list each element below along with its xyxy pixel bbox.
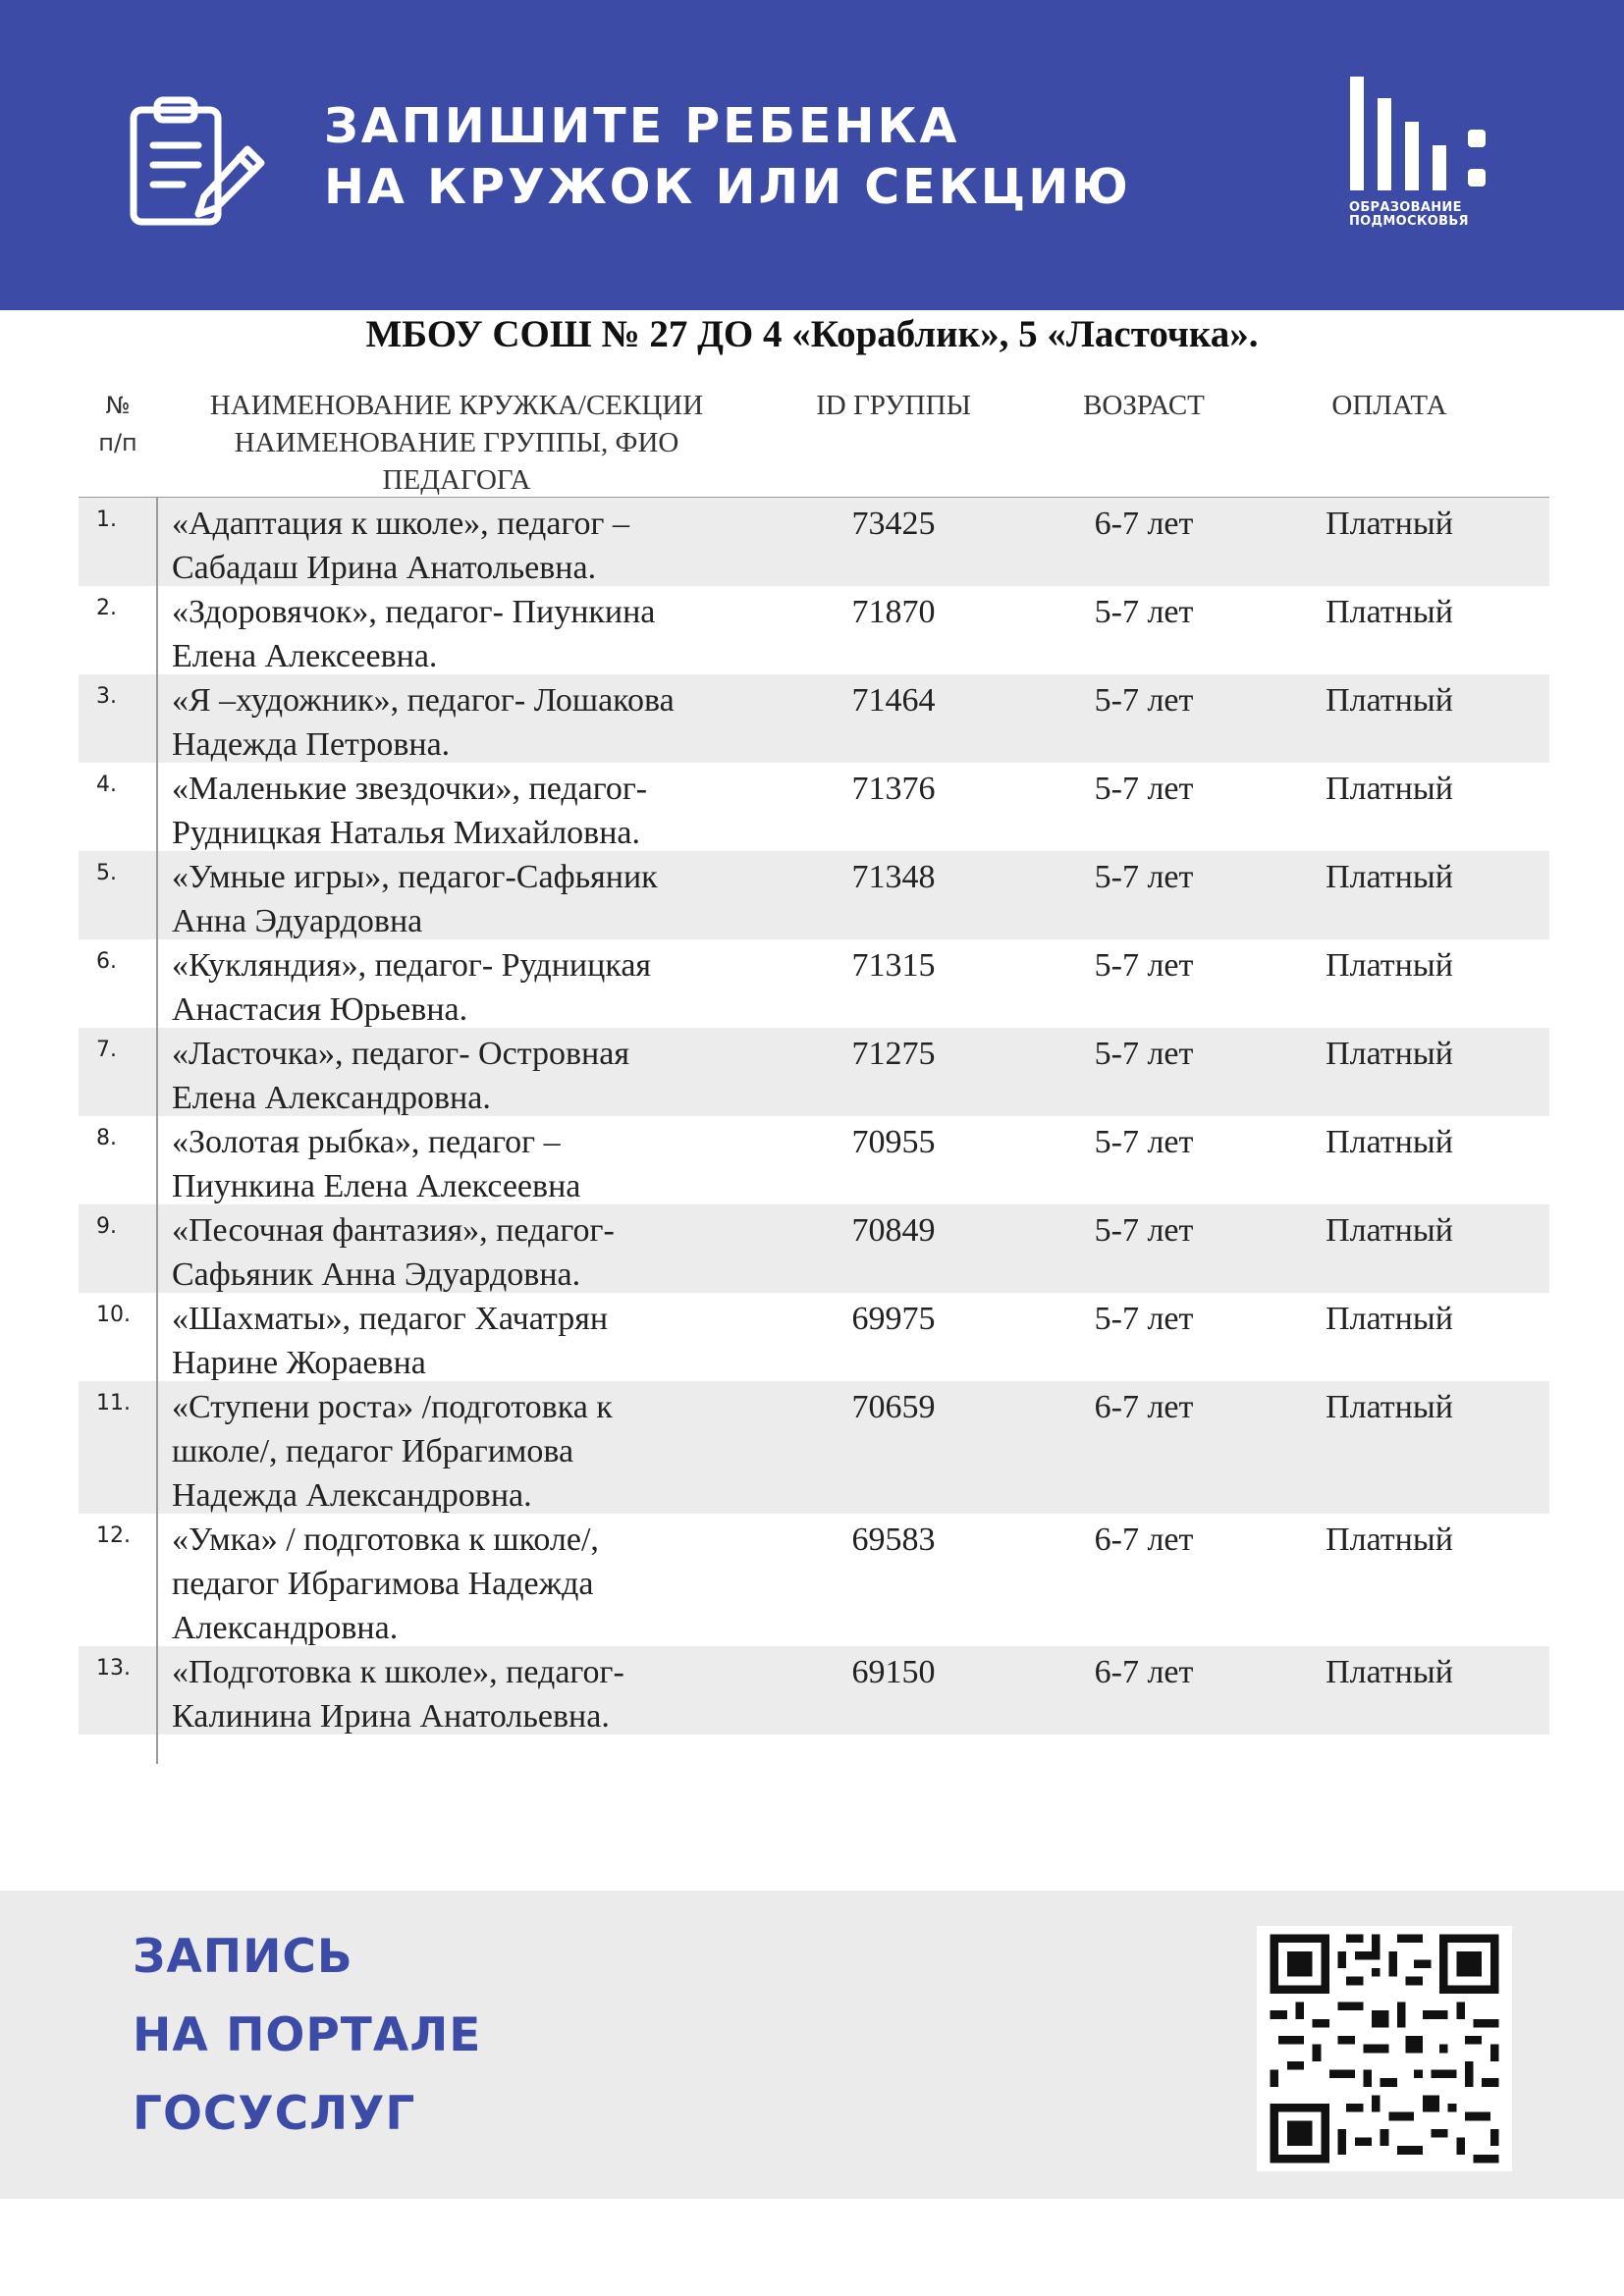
row-age: 6-7 лет: [1094, 1389, 1194, 1425]
table-row: [79, 1293, 1549, 1381]
footer-cta-line-1: ЗАПИСЬ: [133, 1930, 353, 1984]
logo-caption: [1349, 201, 1469, 229]
row-club-name: [172, 502, 781, 590]
row-club-name: [172, 678, 781, 767]
table-row: [79, 1204, 1549, 1293]
header-name-line-2: НАИМЕНОВАНИЕ ГРУППЫ, ФИО: [234, 427, 679, 458]
row-group-id: 69150: [851, 1654, 936, 1690]
row-club-line-1: «Умные игры», педагог-Сафьяник: [172, 859, 658, 895]
logo-caption-line-1: ОБРАЗОВАНИЕ: [1349, 200, 1462, 215]
row-club-name: [172, 1120, 781, 1208]
row-club-line-2: Надежда Петровна.: [172, 726, 451, 763]
header-age: ВОЗРАСТ: [1083, 390, 1205, 421]
row-club-name: [172, 943, 781, 1032]
row-number: 8.: [96, 1126, 117, 1150]
clipboard-pencil-icon: [128, 96, 267, 230]
row-club-line-2: Рудницкая Наталья Михайловна.: [172, 815, 640, 851]
row-club-name: [172, 1385, 781, 1518]
row-club-line-2: Сабадаш Ирина Анатольевна.: [172, 550, 597, 586]
row-age: 5-7 лет: [1094, 1212, 1194, 1249]
row-club-line-2: Калинина Ирина Анатольевна.: [172, 1698, 610, 1735]
row-age: 5-7 лет: [1094, 594, 1194, 630]
table-row: [79, 763, 1549, 851]
header-name-line-1: НАИМЕНОВАНИЕ КРУЖКА/СЕКЦИИ: [209, 390, 704, 421]
row-club-name: [172, 1650, 781, 1738]
row-club-line-2: Сафьяник Анна Эдуардовна.: [172, 1256, 581, 1293]
row-club-line-2: Елена Алексеевна.: [172, 638, 438, 674]
table-row: [79, 1028, 1549, 1116]
row-payment: Платный: [1326, 771, 1453, 807]
row-group-id: 70849: [851, 1212, 936, 1249]
row-age: 6-7 лет: [1094, 1654, 1194, 1690]
row-club-name: [172, 1032, 781, 1120]
row-club-line-2: Анастасия Юрьевна.: [172, 991, 468, 1028]
row-group-id: 71275: [851, 1036, 936, 1072]
row-payment: Платный: [1326, 947, 1453, 984]
row-age: 5-7 лет: [1094, 682, 1194, 719]
table-row: [79, 939, 1549, 1028]
clubs-table: [79, 383, 1549, 1735]
row-group-id: 69975: [851, 1301, 936, 1337]
row-payment: Платный: [1326, 1389, 1453, 1425]
row-club-line-2: педагог Ибрагимова Надежда: [172, 1566, 594, 1602]
logo-caption-line-2: ПОДМОСКОВЬЯ: [1349, 214, 1469, 229]
row-club-line-1: «Я –художник», педагог- Лошакова: [172, 682, 675, 719]
table-body: [79, 498, 1549, 1735]
row-age: 5-7 лет: [1094, 947, 1194, 984]
row-club-line-1: «Маленькие звездочки», педагог-: [172, 771, 648, 807]
row-payment: Платный: [1326, 506, 1453, 542]
row-club-line-1: «Шахматы», педагог Хачатрян: [172, 1301, 609, 1337]
row-club-name: [172, 590, 781, 678]
row-club-name: [172, 1208, 781, 1297]
row-club-line-1: «Ласточка», педагог- Островная: [172, 1036, 629, 1072]
row-number: 7.: [96, 1038, 117, 1062]
row-group-id: 71348: [851, 859, 936, 895]
banner-title-line-1: ЗАПИШИТЕ РЕБЕНКА: [324, 98, 960, 154]
row-payment: Платный: [1326, 1124, 1453, 1160]
table-row: [79, 586, 1549, 674]
row-number: 12.: [96, 1523, 131, 1548]
row-club-line-2: Анна Эдуардовна: [172, 903, 423, 939]
row-group-id: 70659: [851, 1389, 936, 1425]
row-age: 5-7 лет: [1094, 1124, 1194, 1160]
row-number: 9.: [96, 1214, 117, 1239]
row-number: 2.: [96, 596, 117, 620]
header-group-id: ID ГРУППЫ: [816, 390, 971, 421]
row-payment: Платный: [1326, 594, 1453, 630]
row-payment: Платный: [1326, 1212, 1453, 1249]
row-group-id: 71376: [851, 771, 936, 807]
footer-banner: [0, 1891, 1624, 2199]
row-group-id: 69583: [851, 1522, 936, 1558]
row-group-id: 71315: [851, 947, 936, 984]
table-header: [79, 383, 1549, 498]
footer-cta-line-2: НА ПОРТАЛЕ: [133, 2008, 482, 2062]
row-number: 4.: [96, 773, 117, 797]
header-number-line-2: п/п: [98, 429, 137, 456]
header-number: [79, 387, 157, 461]
row-age: 5-7 лет: [1094, 1036, 1194, 1072]
header-payment: ОПЛАТА: [1331, 390, 1447, 421]
row-group-id: 71870: [851, 594, 936, 630]
row-age: 5-7 лет: [1094, 1301, 1194, 1337]
header-number-line-1: №: [105, 392, 131, 419]
row-number: 3.: [96, 684, 117, 709]
footer-cta-line-3: ГОСУСЛУГ: [133, 2087, 416, 2141]
row-group-id: 73425: [851, 506, 936, 542]
row-club-line-3: Александровна.: [172, 1610, 399, 1646]
row-group-id: 70955: [851, 1124, 936, 1160]
row-number: 11.: [96, 1391, 131, 1415]
row-club-name: [172, 1297, 781, 1385]
row-number: 6.: [96, 949, 117, 974]
table-row: [79, 1381, 1549, 1514]
row-payment: Платный: [1326, 1522, 1453, 1558]
row-club-line-2: Пиункина Елена Алексеевна: [172, 1168, 581, 1204]
row-age: 5-7 лет: [1094, 859, 1194, 895]
row-age: 6-7 лет: [1094, 506, 1194, 542]
table-row: [79, 1116, 1549, 1204]
row-age: 5-7 лет: [1094, 771, 1194, 807]
table-row: [79, 498, 1549, 586]
table-row: [79, 674, 1549, 763]
row-club-line-1: «Здоровячок», педагог- Пиункина: [172, 594, 656, 630]
table-row: [79, 1514, 1549, 1646]
banner-title-line-2: НА КРУЖОК ИЛИ СЕКЦИЮ: [324, 159, 1131, 215]
row-club-line-1: «Золотая рыбка», педагог –: [172, 1124, 561, 1160]
row-club-line-1: «Умка» / подготовка к школе/,: [172, 1522, 599, 1558]
row-club-name: [172, 1518, 781, 1650]
row-number: 5.: [96, 861, 117, 885]
row-club-line-1: «Подготовка к школе», педагог-: [172, 1654, 624, 1690]
row-group-id: 71464: [851, 682, 936, 719]
row-payment: Платный: [1326, 1654, 1453, 1690]
row-club-line-1: «Адаптация к школе», педагог –: [172, 506, 629, 542]
header-name-line-3: ПЕДАГОГА: [382, 464, 531, 496]
row-number: 10.: [96, 1303, 131, 1327]
table-row: [79, 851, 1549, 939]
table-row: [79, 1646, 1549, 1735]
row-payment: Платный: [1326, 859, 1453, 895]
row-age: 6-7 лет: [1094, 1522, 1194, 1558]
column-divider: [156, 498, 158, 1764]
document-title: МБОУ СОШ № 27 ДО 4 «Кораблик», 5 «Ласточка».: [365, 313, 1259, 355]
row-club-line-2: Нарине Жораевна: [172, 1345, 426, 1381]
row-club-line-3: Надежда Александровна.: [172, 1477, 532, 1514]
row-number: 1.: [96, 507, 117, 532]
row-club-line-2: школе/, педагог Ибрагимова: [172, 1433, 574, 1469]
row-club-line-1: «Кукляндия», педагог- Рудницкая: [172, 947, 652, 984]
row-club-line-1: «Ступени роста» /подготовка к: [172, 1389, 613, 1425]
row-club-line-2: Елена Александровна.: [172, 1080, 491, 1116]
row-payment: Платный: [1326, 1301, 1453, 1337]
row-payment: Платный: [1326, 682, 1453, 719]
header-banner: [0, 0, 1624, 310]
row-number: 13.: [96, 1656, 131, 1681]
row-club-line-1: «Песочная фантазия», педагог-: [172, 1212, 615, 1249]
header-name: [177, 387, 736, 499]
qr-code-icon[interactable]: [1257, 1926, 1512, 2171]
row-club-name: [172, 767, 781, 855]
row-payment: Платный: [1326, 1036, 1453, 1072]
row-club-name: [172, 855, 781, 943]
